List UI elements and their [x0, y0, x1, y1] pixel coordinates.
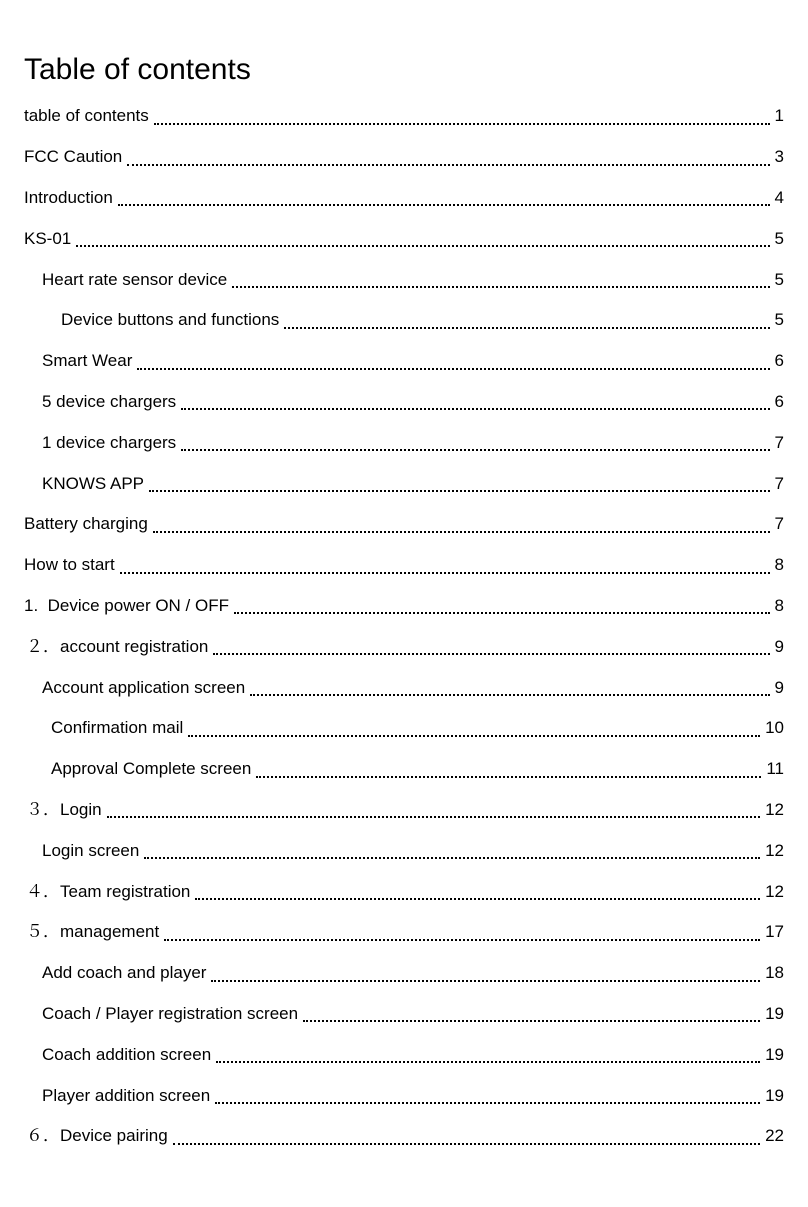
toc-entry[interactable]: [0, 830, 808, 871]
dot-leader: [164, 938, 760, 941]
toc-entry[interactable]: [0, 586, 808, 627]
toc-entry-label: Coach / Player registration screen: [42, 1003, 299, 1023]
dot-leader: [181, 448, 769, 451]
toc-entry-label: Introduction: [24, 187, 113, 207]
dot-leader: [232, 285, 769, 288]
toc-entry[interactable]: [0, 96, 808, 137]
toc-entry[interactable]: [0, 708, 808, 749]
toc-entry[interactable]: [0, 1075, 808, 1116]
toc-entry-label: ２．account registration: [26, 636, 209, 656]
toc-entry-page: 12: [765, 840, 784, 860]
toc-entry[interactable]: [0, 463, 808, 504]
toc-entry-label: 5 device chargers: [42, 391, 177, 411]
toc-entry-page: 5: [774, 228, 784, 248]
dot-leader: [127, 163, 769, 166]
toc-entry[interactable]: [0, 300, 808, 341]
toc-entry[interactable]: [0, 994, 808, 1035]
toc-entry-label: ５．management: [26, 922, 160, 942]
toc-entry-label: Battery charging: [24, 514, 148, 534]
toc-entry-label: Account application screen: [42, 677, 246, 697]
toc-entry-page: 19: [765, 1044, 784, 1064]
toc-entry[interactable]: [0, 178, 808, 219]
toc-entry-page: 19: [765, 1003, 784, 1023]
toc-entry-page: 7: [774, 432, 784, 452]
toc-entry-label: Coach addition screen: [42, 1044, 212, 1064]
toc-entry-label: 1. Device power ON / OFF: [24, 595, 229, 615]
toc-entry-label: Smart Wear: [42, 351, 133, 371]
toc-entry-page: 9: [774, 636, 784, 656]
toc-entry-label: Add coach and player: [42, 963, 207, 983]
dot-leader: [211, 979, 760, 982]
toc-entry-label: Player addition screen: [42, 1085, 211, 1105]
toc-entry-label: KNOWS APP: [42, 473, 145, 493]
toc-entry-page: 9: [774, 677, 784, 697]
toc-entry[interactable]: [0, 545, 808, 586]
toc-entry[interactable]: [0, 871, 808, 912]
dot-leader: [250, 693, 769, 696]
dot-leader: [213, 652, 769, 655]
toc-entry[interactable]: [0, 749, 808, 790]
dot-leader: [173, 1142, 760, 1145]
dot-leader: [234, 611, 770, 614]
dot-leader: [195, 897, 760, 900]
dot-leader: [256, 775, 761, 778]
toc-entry[interactable]: [0, 953, 808, 994]
toc-entry[interactable]: [0, 504, 808, 545]
dot-leader: [154, 122, 770, 125]
dot-leader: [144, 856, 760, 859]
dot-leader: [188, 734, 760, 737]
toc-entry[interactable]: [0, 1116, 808, 1157]
dot-leader: [181, 407, 769, 410]
dot-leader: [216, 1060, 760, 1063]
toc-entry-label: Approval Complete screen: [51, 759, 252, 779]
toc-entry-page: 7: [774, 473, 784, 493]
toc-entry-page: 5: [774, 310, 784, 330]
toc-entry-label: Login screen: [42, 840, 140, 860]
dot-leader: [107, 815, 760, 818]
toc-entry[interactable]: [0, 790, 808, 831]
toc-entry[interactable]: [0, 218, 808, 259]
toc-entry[interactable]: [0, 341, 808, 382]
toc-entry-page: 12: [765, 881, 784, 901]
dot-leader: [76, 244, 769, 247]
toc-entry-label: Device buttons and functions: [61, 310, 280, 330]
toc-entry-page: 8: [774, 555, 784, 575]
toc-entry[interactable]: [0, 667, 808, 708]
toc-entry[interactable]: [0, 259, 808, 300]
toc-entry-label: Confirmation mail: [51, 718, 184, 738]
toc-entry-page: 3: [774, 147, 784, 167]
toc-entry-label: KS-01: [24, 228, 72, 248]
toc-entry-label: 1 device chargers: [42, 432, 177, 452]
toc-entry[interactable]: [0, 382, 808, 423]
dot-leader: [303, 1019, 760, 1022]
toc-entry-page: 4: [774, 187, 784, 207]
toc-entry-page: 7: [774, 514, 784, 534]
toc-entry-label: How to start: [24, 555, 115, 575]
toc-entry-label: Heart rate sensor device: [42, 269, 228, 289]
toc-entry[interactable]: [0, 1034, 808, 1075]
toc-entry-page: 5: [774, 269, 784, 289]
dot-leader: [120, 571, 770, 574]
toc-entry-page: 19: [765, 1085, 784, 1105]
toc-entry[interactable]: [0, 626, 808, 667]
dot-leader: [284, 326, 769, 329]
toc-entry-label: table of contents: [24, 106, 149, 126]
toc-entry-label: ４．Team registration: [26, 881, 191, 901]
toc-entry-page: 10: [765, 718, 784, 738]
dot-leader: [118, 203, 770, 206]
toc-entry-page: 12: [765, 799, 784, 819]
toc-entry-page: 6: [774, 391, 784, 411]
table-of-contents: [0, 96, 808, 1157]
toc-entry-label: ６．Device pairing: [26, 1126, 168, 1146]
dot-leader: [153, 530, 770, 533]
toc-entry-label: FCC Caution: [24, 147, 123, 167]
toc-entry[interactable]: [0, 422, 808, 463]
toc-entry-page: 17: [765, 922, 784, 942]
toc-entry-page: 6: [774, 351, 784, 371]
toc-entry-page: 22: [765, 1126, 784, 1146]
toc-entry[interactable]: [0, 912, 808, 953]
toc-entry-page: 11: [766, 759, 784, 779]
dot-leader: [137, 367, 769, 370]
toc-entry[interactable]: [0, 137, 808, 178]
toc-entry-page: 1: [774, 106, 784, 126]
dot-leader: [215, 1101, 760, 1104]
dot-leader: [149, 489, 770, 492]
toc-entry-page: 18: [765, 963, 784, 983]
toc-entry-label: ３．Login: [26, 799, 102, 819]
page-title: Table of contents: [24, 53, 251, 86]
toc-entry-page: 8: [774, 595, 784, 615]
